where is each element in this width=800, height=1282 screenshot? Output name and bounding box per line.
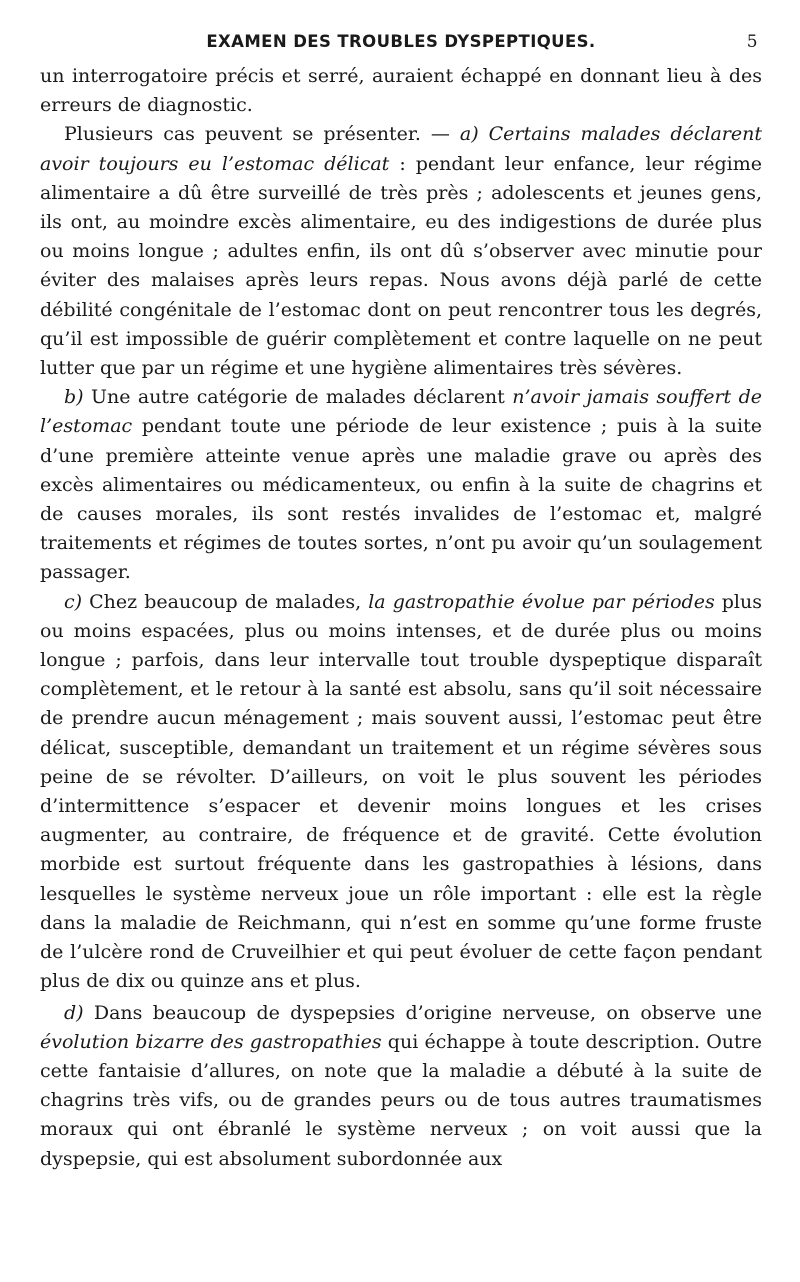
paragraph-text: : pendant leur enfance, leur régime alimentaire a dû être surveillé de très près ; adolescents et jeunes gens, ils ont, au moindre excès alimentaire, eu des indigestions de durée plus ou moins longue ; adultes enfin, ils ont dû s’observer avec minutie pour éviter des malaises après leurs repas. Nous avons déjà parlé de cette débilité congénitale de l’estomac dont on peut rencontrer tous les degrés, qu’il est impossible de guérir complètement et contre laquelle on ne peut lutter que par un régime et une hygiène alimentaires très sévères. — [40, 152, 762, 380]
paragraph-text: qui échappe à toute description. Outre cette fantaisie d’allures, on note que la maladie a débuté à la suite de chagrins très vifs, ou de grandes peurs ou de tous autres traumatismes moraux qui ont ébranlé le système nerveux ; on voit aussi que la dyspepsie, qui est absolument subordonnée aux — [40, 1030, 763, 1170]
paragraph-text: Plusieurs cas peuvent se présenter. — — [64, 123, 460, 146]
page-body — [40, 62, 762, 1174]
item-marker: a) — [459, 123, 479, 146]
paragraph-d — [40, 999, 762, 1174]
paragraph-text: Chez beaucoup de malades, — [82, 590, 369, 613]
paragraph-text: pendant toute une période de leur existence ; puis à la suite d’une première atteinte venue après une maladie grave ou après des excès alimentaires ou médicamenteux, ou enfin à la suite de chagrins et de causes morales, ils sont restés invalides de l’estomac et, malgré traitements et régimes de toutes sortes, n’ont pu avoir qu’un soulagement passager. — [40, 415, 762, 584]
running-header — [40, 28, 762, 62]
paragraph-b — [40, 383, 762, 587]
paragraph-text: Une autre catégorie de malades déclarent — [83, 386, 513, 409]
paragraph-c — [40, 588, 762, 997]
emphasis-text: évolution bizarre des gastropathies — [40, 1030, 382, 1053]
paragraph-text: plus ou moins espacées, plus ou moins intenses, et de durée plus ou moins longue ; parfois, dans leur intervalle tout trouble dyspeptique disparaît complètement, et le retour à la santé est absolu, sans qu’il soit nécessaire de prendre aucun ménagement ; mais souvent aussi, l’estomac peut être délicat, susceptible, demandant un traitement et un régime sévères sous peine de se révolter. D’ailleurs, on voit le plus souvent les périodes d’intermittence s’espacer et devenir moins longues et les crises augmenter, au contraire, de fréquence et de gravité. Cette évolution morbide est surtout fréquente dans les gastropathies à lésions, dans lesquelles le système nerveux joue un rôle important : elle est la règle dans la maladie de Reichmann, qui n’est en somme qu’une forme fruste de l’ulcère rond de Cruveilhier et qui peut évoluer de cette façon pendant plus de dix ou quinze ans et plus. — [40, 590, 762, 993]
paragraph-text: Dans beaucoup de dyspepsies d’origine nerveuse, on observe une — [83, 1001, 762, 1024]
item-marker: d) — [64, 1001, 84, 1024]
paragraph-continuation — [40, 62, 762, 120]
item-marker: b) — [64, 386, 84, 409]
running-title: EXAMEN DES TROUBLES DYSPEPTIQUES. — [206, 32, 596, 51]
emphasis-text: la gastropathie évolue par périodes — [368, 590, 715, 613]
paragraph-text: un interrogatoire précis et serré, auraient échappé en donnant lieu à des erreurs de diagnostic. — [40, 65, 762, 117]
page-number: 5 — [746, 32, 758, 52]
emphasis-text: n’avoir jamais souffert de l’estomac — [40, 386, 762, 438]
item-marker: c) — [64, 590, 83, 613]
emphasis-text: Certains malades déclarent avoir toujours eu l’estomac délicat — [40, 123, 762, 175]
paragraph-a — [40, 120, 762, 383]
